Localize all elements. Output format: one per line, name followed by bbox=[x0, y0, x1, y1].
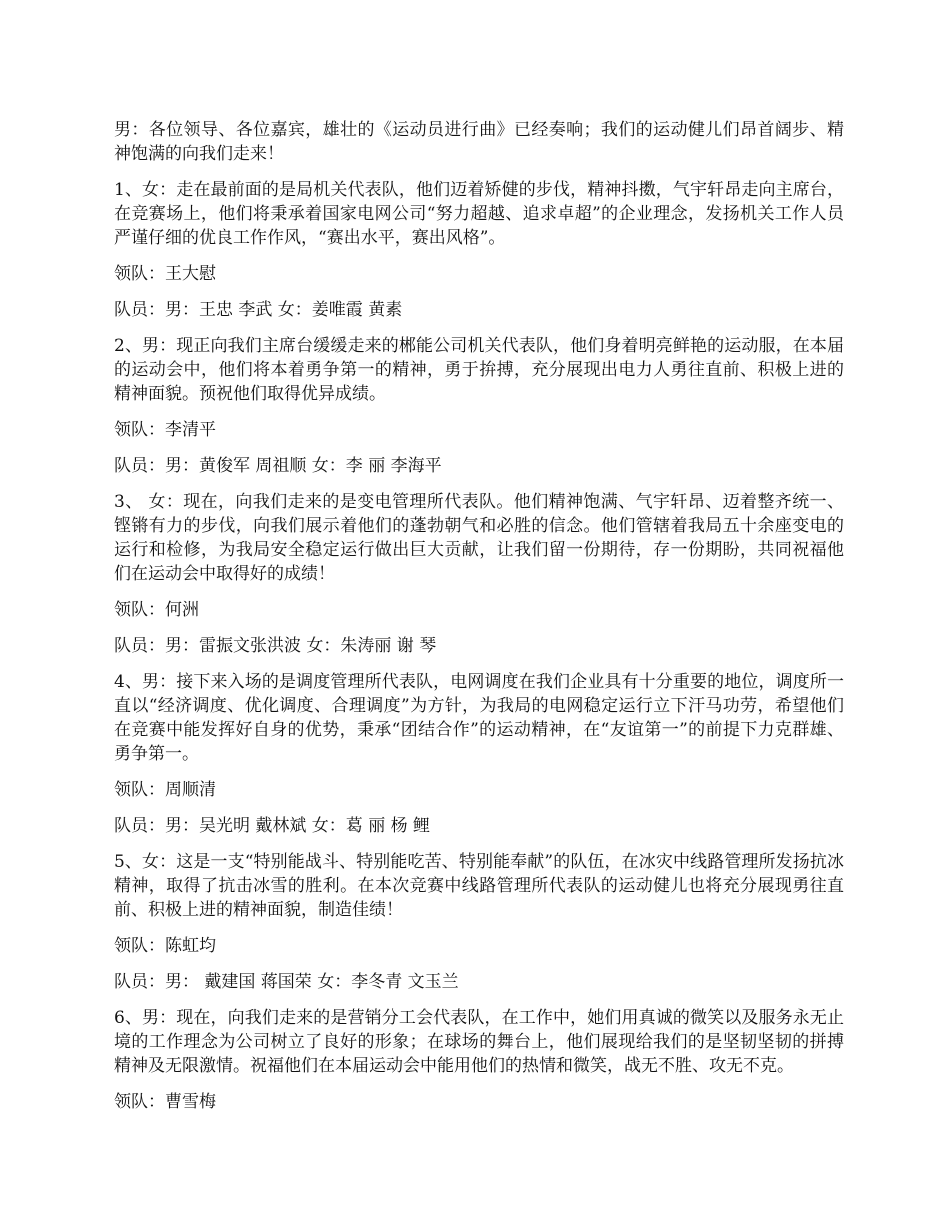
team-1-leader: 领队：王大慰 bbox=[114, 264, 216, 284]
team-4-members: 队员：男：吴光明 戴林斌 女：葛 丽 杨 鲤 bbox=[114, 816, 431, 836]
team-2-members: 队员：男：黄俊军 周祖顺 女：李 丽 李海平 bbox=[114, 456, 442, 476]
opening-paragraph: 男：各位领导、各位嘉宾，雄壮的《运动员进行曲》已经奏响；我们的运动健儿们昂首阔步、精神饱满的向我们走来！ bbox=[114, 120, 844, 164]
team-3-leader: 领队：何洲 bbox=[114, 600, 199, 620]
team-1-members: 队员：男：王忠 李武 女：姜唯霞 黄素 bbox=[114, 300, 403, 320]
team-3-members: 队员：男：雷振文张洪波 女：朱涛丽 谢 琴 bbox=[114, 636, 437, 656]
team-3-intro: 3、 女：现在，向我们走来的是变电管理所代表队。他们精神饱满、气宇轩昂、迈着整齐统一、铿锵有力的步伐，向我们展示着他们的蓬勃朝气和必胜的信念。他们管辖着我局五十余座变电的运行和检修，为我局安全稳定运行做出巨大贡献，让我们留一份期待，存一份期盼，共同祝福他们在运动会中取得好的成绩！ bbox=[114, 492, 844, 584]
team-2-leader: 领队：李清平 bbox=[114, 420, 216, 440]
document-body bbox=[114, 118, 844, 1126]
team-1-intro: 1、女：走在最前面的是局机关代表队，他们迈着矫健的步伐，精神抖擞，气宇轩昂走向主席台，在竞赛场上，他们将秉承着国家电网公司“努力超越、追求卓超”的企业理念，发扬机关工作人员严谨仔细的优良工作作风，“赛出水平，赛出风格”。 bbox=[114, 180, 844, 248]
team-5-members: 队员：男： 戴建国 蒋国荣 女：李冬青 文玉兰 bbox=[114, 972, 459, 992]
team-6-intro: 6、男：现在，向我们走来的是营销分工会代表队，在工作中，她们用真诚的微笑以及服务永无止境的工作理念为公司树立了良好的形象；在球场的舞台上，他们展现给我们的是坚韧坚韧的拼搏精神及无限激情。祝福他们在本届运动会中能用他们的热情和微笑，战无不胜、攻无不克。 bbox=[114, 1008, 844, 1076]
team-4-leader: 领队：周顺清 bbox=[114, 780, 216, 800]
team-5-intro: 5、女：这是一支“特别能战斗、特别能吃苦、特别能奉献”的队伍，在冰灾中线路管理所发扬抗冰精神，取得了抗击冰雪的胜利。在本次竞赛中线路管理所代表队的运动健儿也将充分展现勇往直前、积极上进的精神面貌，制造佳绩！ bbox=[114, 852, 844, 920]
team-5-leader: 领队：陈虹均 bbox=[114, 936, 216, 956]
team-4-intro: 4、男：接下来入场的是调度管理所代表队，电网调度在我们企业具有十分重要的地位，调度所一直以“经济调度、优化调度、合理调度”为方针，为我局的电网稳定运行立下汗马功劳，希望他们在竞赛中能发挥好自身的优势，秉承“团结合作”的运动精神，在“友谊第一”的前提下力克群雄、勇争第一。 bbox=[114, 672, 844, 764]
team-2-intro: 2、男：现正向我们主席台缓缓走来的郴能公司机关代表队，他们身着明亮鲜艳的运动服，在本届的运动会中，他们将本着勇争第一的精神，勇于拚搏，充分展现出电力人勇往直前、积极上进的精神面貌。预祝他们取得优异成绩。 bbox=[114, 336, 844, 404]
team-6-leader: 领队：曹雪梅 bbox=[114, 1092, 216, 1112]
